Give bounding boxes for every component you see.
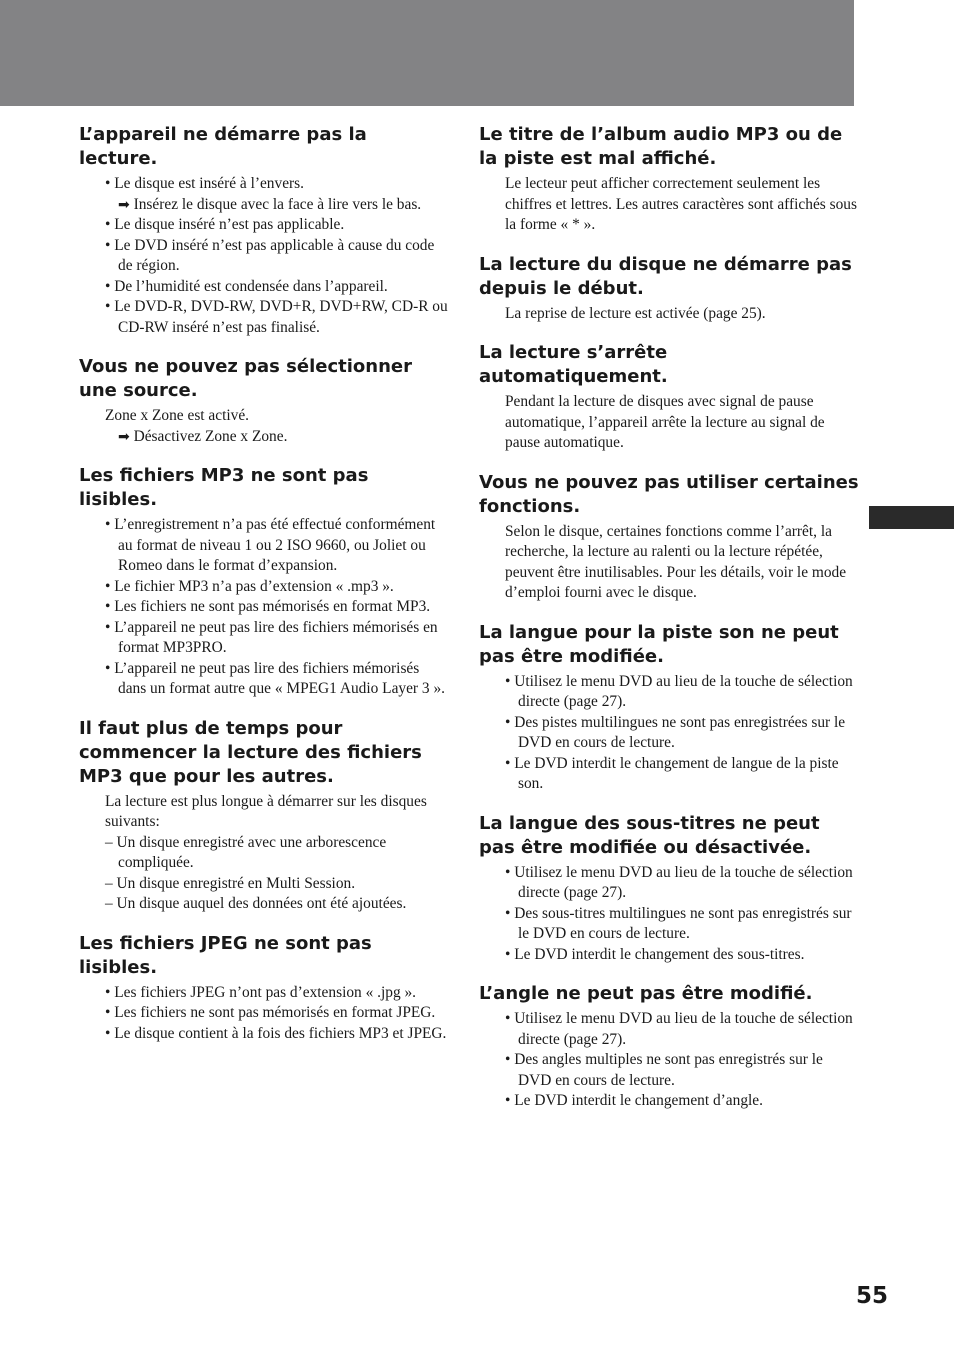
section-text: Pendant la lecture de disques avec signal de pause automatique, l’appareil arrête la lecture au signal de pause automatique. <box>505 393 825 451</box>
bullet-list <box>479 863 859 966</box>
list-item: • De l’humidité est condensée dans l’appareil. <box>105 277 388 295</box>
list-item: • Les fichiers ne sont pas mémorisés en format JPEG. <box>105 1004 436 1021</box>
section-title: Vous ne pouvez pas sélectionner une source. <box>79 356 412 401</box>
section-title: Les fichiers MP3 ne sont pas lisibles. <box>79 465 369 510</box>
section-functions-unavailable <box>479 471 859 604</box>
list-item: • Le DVD inséré n’est pas applicable à cause du code de région. <box>105 236 435 274</box>
section-title: La lecture du disque ne démarre pas depuis le début. <box>479 253 852 299</box>
bullet-list <box>479 1009 859 1112</box>
list-item: • L’appareil ne peut pas lire des fichiers mémorisés en format MP3PRO. <box>105 618 438 656</box>
list-item: – Un disque auquel des données ont été ajoutées. <box>105 895 407 912</box>
section-subtitle-language <box>479 812 859 966</box>
list-item: • Des pistes multilingues ne sont pas enregistrées sur le DVD en cours de lecture. <box>505 713 846 751</box>
section-text: Selon le disque, certaines fonctions comme l’arrêt, la recherche, la lecture au ralenti ou la lecture répétée, peuvent être inutilisables. Pour les détails, voir le mode d’emploi fourni avec le disque. <box>505 522 847 601</box>
list-item: • Des sous-titres multilingues ne sont pas enregistrés sur le DVD en cours de lecture. <box>505 904 852 942</box>
section-title: L’appareil ne démarre pas la lecture. <box>79 124 367 169</box>
list-item: • Des angles multiples ne sont pas enregistrés sur le DVD en cours de lecture. <box>505 1051 823 1089</box>
list-item: • Le DVD-R, DVD-RW, DVD+R, DVD+RW, CD-R ou CD-RW inséré n’est pas finalisé. <box>105 298 448 336</box>
bullet-list <box>479 672 859 795</box>
bullet-list <box>79 515 451 700</box>
arrow-right-icon: ➡ <box>118 196 130 213</box>
remedy-item: ➡ Désactivez Zone x Zone. <box>118 427 288 445</box>
list-item: • Utilisez le menu DVD au lieu de la touche de sélection directe (page 27). <box>505 672 853 710</box>
section-text: Zone x Zone est activé. <box>105 407 250 424</box>
list-item: • Le disque est inséré à l’envers. <box>105 175 304 192</box>
list-item: – Un disque enregistré en Multi Session. <box>105 874 356 892</box>
list-item: • Les fichiers JPEG n’ont pas d’extension « .jpg ». <box>105 983 417 1001</box>
section-title: La lecture s’arrête automatiquement. <box>479 342 668 387</box>
section-title: L’angle ne peut pas être modifié. <box>479 983 813 1004</box>
list-item: • Utilisez le menu DVD au lieu de la touche de sélection directe (page 27). <box>505 1010 853 1048</box>
section-title: Vous ne pouvez pas utiliser certaines fonctions. <box>479 471 859 517</box>
dash-list <box>79 833 451 915</box>
section-mp3-unreadable <box>79 464 451 700</box>
section-title: La langue pour la piste son ne peut pas être modifiée. <box>479 621 839 667</box>
list-item: • Le DVD interdit le changement des sous-titres. <box>505 945 805 963</box>
section-text: Le lecteur peut afficher correctement seulement les chiffres et lettres. Les autres caractères sont affichés sous la forme « * ». <box>505 175 857 233</box>
list-item: • Le fichier MP3 n’a pas d’extension « .mp3 ». <box>105 577 394 595</box>
list-item: • Utilisez le menu DVD au lieu de la touche de sélection directe (page 27). <box>505 863 853 901</box>
list-item: • L’enregistrement n’a pas été effectué conformément au format de niveau 1 ou 2 ISO 9660, ou Joliet ou Romeo dans le format d’expansion. <box>105 516 436 574</box>
bullet-list <box>79 174 451 338</box>
remedy-list <box>79 427 451 448</box>
list-item: • Les fichiers ne sont pas mémorisés en format MP3. <box>105 598 431 615</box>
section-tab-marker <box>869 506 954 529</box>
section-title: Il faut plus de temps pour commencer la lecture des fichiers MP3 que pour les autres. <box>79 717 422 787</box>
arrow-right-icon: ➡ <box>118 428 130 445</box>
left-column <box>79 123 451 1061</box>
section-text: La reprise de lecture est activée (page 25). <box>505 304 766 322</box>
section-jpeg-unreadable <box>79 932 451 1045</box>
bullet-list <box>79 983 451 1045</box>
section-angle <box>479 982 859 1112</box>
section-device-not-starting <box>79 123 451 338</box>
remedy-item: ➡ Insérez le disque avec la face à lire vers le bas. <box>118 195 422 213</box>
right-column <box>479 123 859 1129</box>
section-title: La langue des sous-titres ne peut pas être modifiée ou désactivée. <box>479 812 820 858</box>
header-band <box>0 0 854 106</box>
section-source-select <box>79 355 451 447</box>
list-item: • L’appareil ne peut pas lire des fichiers mémorisés dans un format autre que « MPEG1 Audio Layer 3 ». <box>105 659 445 697</box>
list-item: • Le disque inséré n’est pas applicable. <box>105 216 345 233</box>
section-mp3-slow-start <box>79 717 451 915</box>
section-title: Les fichiers JPEG ne sont pas lisibles. <box>79 932 372 978</box>
list-item: – Un disque enregistré avec une arborescence compliquée. <box>105 833 387 871</box>
section-resume-play <box>479 253 859 325</box>
section-audio-language <box>479 621 859 795</box>
section-text: La lecture est plus longue à démarrer sur les disques suivants: <box>105 792 427 830</box>
section-auto-stop <box>479 341 859 454</box>
section-mp3-title-display <box>479 123 859 236</box>
list-item: • Le DVD interdit le changement d’angle. <box>505 1092 763 1109</box>
section-title: Le titre de l’album audio MP3 ou de la piste est mal affiché. <box>479 124 843 169</box>
list-item: • Le disque contient à la fois des fichiers MP3 et JPEG. <box>105 1024 447 1042</box>
list-item: • Le DVD interdit le changement de langue de la piste son. <box>505 754 839 792</box>
page-number: 55 <box>855 1283 888 1309</box>
